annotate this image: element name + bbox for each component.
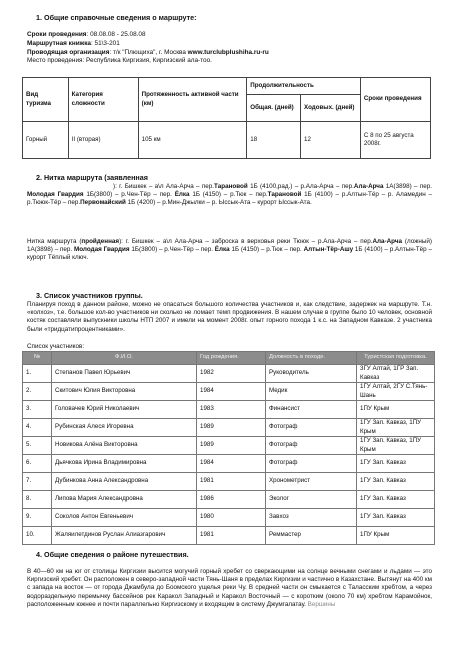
table-row bbox=[23, 455, 435, 473]
pass-name: Ала-Арча bbox=[372, 238, 403, 245]
cell-role: Финансист bbox=[266, 401, 357, 419]
section1-title: 1. Общие справочные сведения о маршруте: bbox=[36, 13, 197, 22]
book-line bbox=[27, 40, 269, 49]
participants-list-label: Список участников: bbox=[27, 343, 85, 350]
dates-label: Сроки проведения bbox=[27, 31, 87, 38]
route-text: 1Б(3800) – р.Чен-Тёр – пер. bbox=[83, 191, 175, 199]
place-line: Место проведения: Республика Киргизия, Киргизский ала-тоо. bbox=[27, 57, 212, 65]
cell-experience: 1ГУ Зап. Кавказ, 1ПУ Крым bbox=[357, 437, 435, 455]
cell-role: Медик bbox=[266, 383, 357, 401]
table-row bbox=[23, 527, 435, 545]
section2-title: 2. Нитка маршрута bbox=[36, 173, 103, 182]
table-row bbox=[23, 491, 435, 509]
participants-header-row bbox=[23, 352, 435, 365]
pass-name: Молодая Гвардия bbox=[27, 191, 84, 199]
cell-name: Скитович Юлия Викторовна bbox=[52, 383, 197, 401]
cell-name: Дубинкова Анна Александровна bbox=[52, 473, 197, 491]
table-row bbox=[23, 401, 435, 419]
declared-word: заявленная bbox=[106, 173, 148, 182]
section2-title-line: 2. Нитка маршрута (заявленная bbox=[36, 173, 148, 182]
summary-header-walking: Ходовых. (дней) bbox=[301, 95, 361, 122]
cell-name: Соколов Антон Евгеньевич bbox=[52, 509, 197, 527]
summary-row bbox=[23, 122, 431, 159]
route-text: 1Б (4100) – р.Алтын-Тёр – курорт Тёплый ключ. bbox=[27, 246, 432, 262]
cell-experience: 1ГУ Зап. Кавказ bbox=[357, 491, 435, 509]
route-text: (ложный) 1А(3898) – пер. bbox=[27, 238, 432, 254]
header-name: Ф.И.О. bbox=[52, 352, 197, 365]
route-text: ): г. Бишкек – а\л Ала-Арча – заброска в верховья реки Тююк – р.Ала-Арча – пер. bbox=[119, 238, 373, 245]
cell-name: Рубинская Алеся Игоревна bbox=[52, 419, 197, 437]
summary-header-length: Протяженность активной части (км) bbox=[138, 78, 247, 122]
cell-birth-year: 1980 bbox=[197, 509, 266, 527]
route-text: 1Б (4100) – р.Алтын-Тёр – р. Аламедин – р.Тююк-Тёр – пер. bbox=[27, 191, 432, 207]
summary-dates: С 8 по 25 августа 2008г. bbox=[360, 122, 430, 159]
cell-number: 9. bbox=[23, 509, 52, 527]
cell-role: Руководитель bbox=[266, 365, 357, 383]
cell-role: Завхоз bbox=[266, 509, 357, 527]
summary-header-total: Общая. (дней) bbox=[247, 95, 301, 122]
table-row bbox=[23, 473, 435, 491]
cell-birth-year: 1984 bbox=[197, 383, 266, 401]
cell-birth-year: 1989 bbox=[197, 419, 266, 437]
cell-name: Дьячкова Ирина Владимировна bbox=[52, 455, 197, 473]
cell-number: 8. bbox=[23, 491, 52, 509]
cell-role: Фотограф bbox=[266, 419, 357, 437]
summary-walking: 12 bbox=[301, 122, 361, 159]
declared-route bbox=[27, 183, 432, 208]
route-text: 1Б (4100,рад.) – р.Ала-Арча – пер. bbox=[247, 183, 354, 190]
cell-number: 3. bbox=[23, 401, 52, 419]
org-label: Проводящая организация bbox=[27, 48, 110, 56]
pass-name: Ала-Арча bbox=[353, 183, 384, 190]
summary-header-row bbox=[23, 78, 431, 95]
cell-number: 6. bbox=[23, 455, 52, 473]
cell-number: 2. bbox=[23, 383, 52, 401]
org-site-link[interactable]: www.turclubplushiha.ru-ru bbox=[187, 48, 269, 56]
cell-name: Новикова Алёна Викторовна bbox=[52, 437, 197, 455]
route-text: 1Б (4200) – р.Мин-Джылки – р. Ыссык-Ата – курорт Ыссык-Ата. bbox=[125, 199, 312, 207]
summary-header-dates: Сроки проведения bbox=[360, 78, 430, 122]
summary-header-category: Категория сложности bbox=[68, 78, 138, 122]
route-text: 1Б(3800) – р.Чен-Тёр – пер. bbox=[129, 246, 215, 254]
cell-experience: 1ПУ Крым bbox=[357, 401, 435, 419]
pass-name: Алтын-Тёр-Ашу bbox=[303, 246, 354, 254]
book-label: Маршрутная книжка bbox=[27, 39, 91, 47]
cell-name: Жаляилетдинов Руслан Алиазгарович bbox=[52, 527, 197, 545]
participants-intro: Планируя поход в данном районе, можно не опасаться большого количества участников и, как следствие, задержек на маршруте. Т.н. «колхоз», т.е. большое кол-во участников ни сколько не ломает темп продвижения. В нашем случае в группе было 10 человек, основной костяк составляли выпускники школы НТП 2007 и имели на момент 2008г. опыт горного похода 1 к.с. на Западном Кавказе. 2 участника были «тридцатипроцентниками». bbox=[27, 301, 432, 333]
cell-experience: 1ПУ Крым bbox=[357, 527, 435, 545]
region-description bbox=[27, 568, 432, 609]
passed-route bbox=[27, 238, 432, 263]
cell-experience: 1ГУ Зап. Кавказ bbox=[357, 455, 435, 473]
summary-header-duration: Продолжительность bbox=[247, 78, 361, 95]
section3-title: 3. Список участников группы. bbox=[36, 291, 143, 300]
table-row bbox=[23, 365, 435, 383]
cell-role: Реммастер bbox=[266, 527, 357, 545]
book-value: : 51\3-201 bbox=[90, 39, 120, 47]
cell-birth-year: 1989 bbox=[197, 437, 266, 455]
participants-table bbox=[22, 351, 435, 545]
route-text: 1Б (4150) – р.Тюк – пер. bbox=[229, 246, 304, 254]
table-row bbox=[23, 437, 435, 455]
cell-number: 1. bbox=[23, 365, 52, 383]
route-text: Нитка маршрута ( bbox=[27, 238, 82, 245]
cell-number: 5. bbox=[23, 437, 52, 455]
cell-number: 10. bbox=[23, 527, 52, 545]
route-summary-table bbox=[22, 77, 431, 159]
cell-name: Липова Мария Александровна bbox=[52, 491, 197, 509]
route-text: 1А(3898) – пер. bbox=[383, 183, 432, 190]
region-text: В 40—60 км на юг от столицы Киргизии высится могучий горный хребет со сверкающими на солнце вечными снегами и льдами — это Киргизский хребет. Он расположен в северо-западной части Тянь-Шаня в пределах Киргизии и частично в Казахстане. Вытянут на 400 км с запада на восток — от города Джамбула до Боомского ущелья реки Чу. В средней части он смыкается с Таласским хребтом, а через водораздельную перемычку бассейнов рек Каракол Западный и Каракол Восточный — с коротким (около 70 км) хребтом Карамойнок, расположенным южнее и почти параллельно Киргизскому и входящим в систему Джумгалатау. bbox=[27, 568, 432, 608]
dates-value: : 08.08.08 - 25.08.08 bbox=[86, 31, 146, 38]
pass-name: Ёлка bbox=[174, 191, 190, 199]
section4-title: 4. Общие сведения о районе путешествия. bbox=[36, 550, 189, 559]
region-text-tail: Вершины bbox=[305, 600, 336, 608]
header-number: № bbox=[23, 352, 52, 365]
header-birth-year: Год рождения. bbox=[197, 352, 266, 365]
cell-experience: 1ГУ Зап. Кавказ bbox=[357, 473, 435, 491]
cell-birth-year: 1981 bbox=[197, 473, 266, 491]
route-text: 1Б (4150) – р.Тюк – пер. bbox=[189, 191, 268, 199]
cell-number: 7. bbox=[23, 473, 52, 491]
org-value: : т/к "Плющиха", г. Москва bbox=[109, 48, 188, 56]
summary-category: II (вторая) bbox=[68, 122, 138, 159]
cell-birth-year: 1982 bbox=[197, 365, 266, 383]
header-experience: Туристская подготовка. bbox=[357, 352, 435, 365]
cell-birth-year: 1983 bbox=[197, 401, 266, 419]
pass-name: Молодая Гвардия bbox=[74, 246, 130, 254]
cell-birth-year: 1981 bbox=[197, 527, 266, 545]
cell-role: Хронометрист bbox=[266, 473, 357, 491]
table-row bbox=[23, 509, 435, 527]
pass-name: Тарановой bbox=[214, 183, 248, 190]
dates-line bbox=[27, 31, 269, 40]
cell-name: Головачев Юрий Николаевич bbox=[52, 401, 197, 419]
pass-name: Тарановой bbox=[267, 191, 302, 199]
cell-birth-year: 1984 bbox=[197, 455, 266, 473]
cell-experience: 1ГУ Зап. Кавказ bbox=[357, 509, 435, 527]
cell-experience: 3ГУ Алтай, 1ГР Зап. Кавказ bbox=[357, 365, 435, 383]
table-row bbox=[23, 383, 435, 401]
cell-role: Фотограф bbox=[266, 455, 357, 473]
table-row bbox=[23, 419, 435, 437]
cell-number: 4. bbox=[23, 419, 52, 437]
cell-experience: 1ГУ Зап. Кавказ, 1ПУ Крым bbox=[357, 419, 435, 437]
cell-name: Степанов Павел Юрьевич bbox=[52, 365, 197, 383]
summary-type: Горный bbox=[23, 122, 69, 159]
summary-length: 105 км bbox=[138, 122, 247, 159]
route-text: ): г. Бишкек – а\л Ала-Арча – пер. bbox=[113, 183, 215, 190]
cell-role: Фотограф bbox=[266, 437, 357, 455]
cell-role: Эколог bbox=[266, 491, 357, 509]
passed-word: пройденная bbox=[81, 238, 120, 245]
route-info bbox=[27, 31, 269, 66]
cell-experience: 1ГУ Алтай, 2ГУ С.Тянь-Шань bbox=[357, 383, 435, 401]
pass-name: Первомайский bbox=[80, 199, 126, 207]
summary-header-type: Вид туризма bbox=[23, 78, 69, 122]
summary-total: 18 bbox=[247, 122, 301, 159]
pass-name: Ёлка bbox=[214, 246, 230, 254]
cell-birth-year: 1986 bbox=[197, 491, 266, 509]
header-role: Должность в походе. bbox=[266, 352, 357, 365]
